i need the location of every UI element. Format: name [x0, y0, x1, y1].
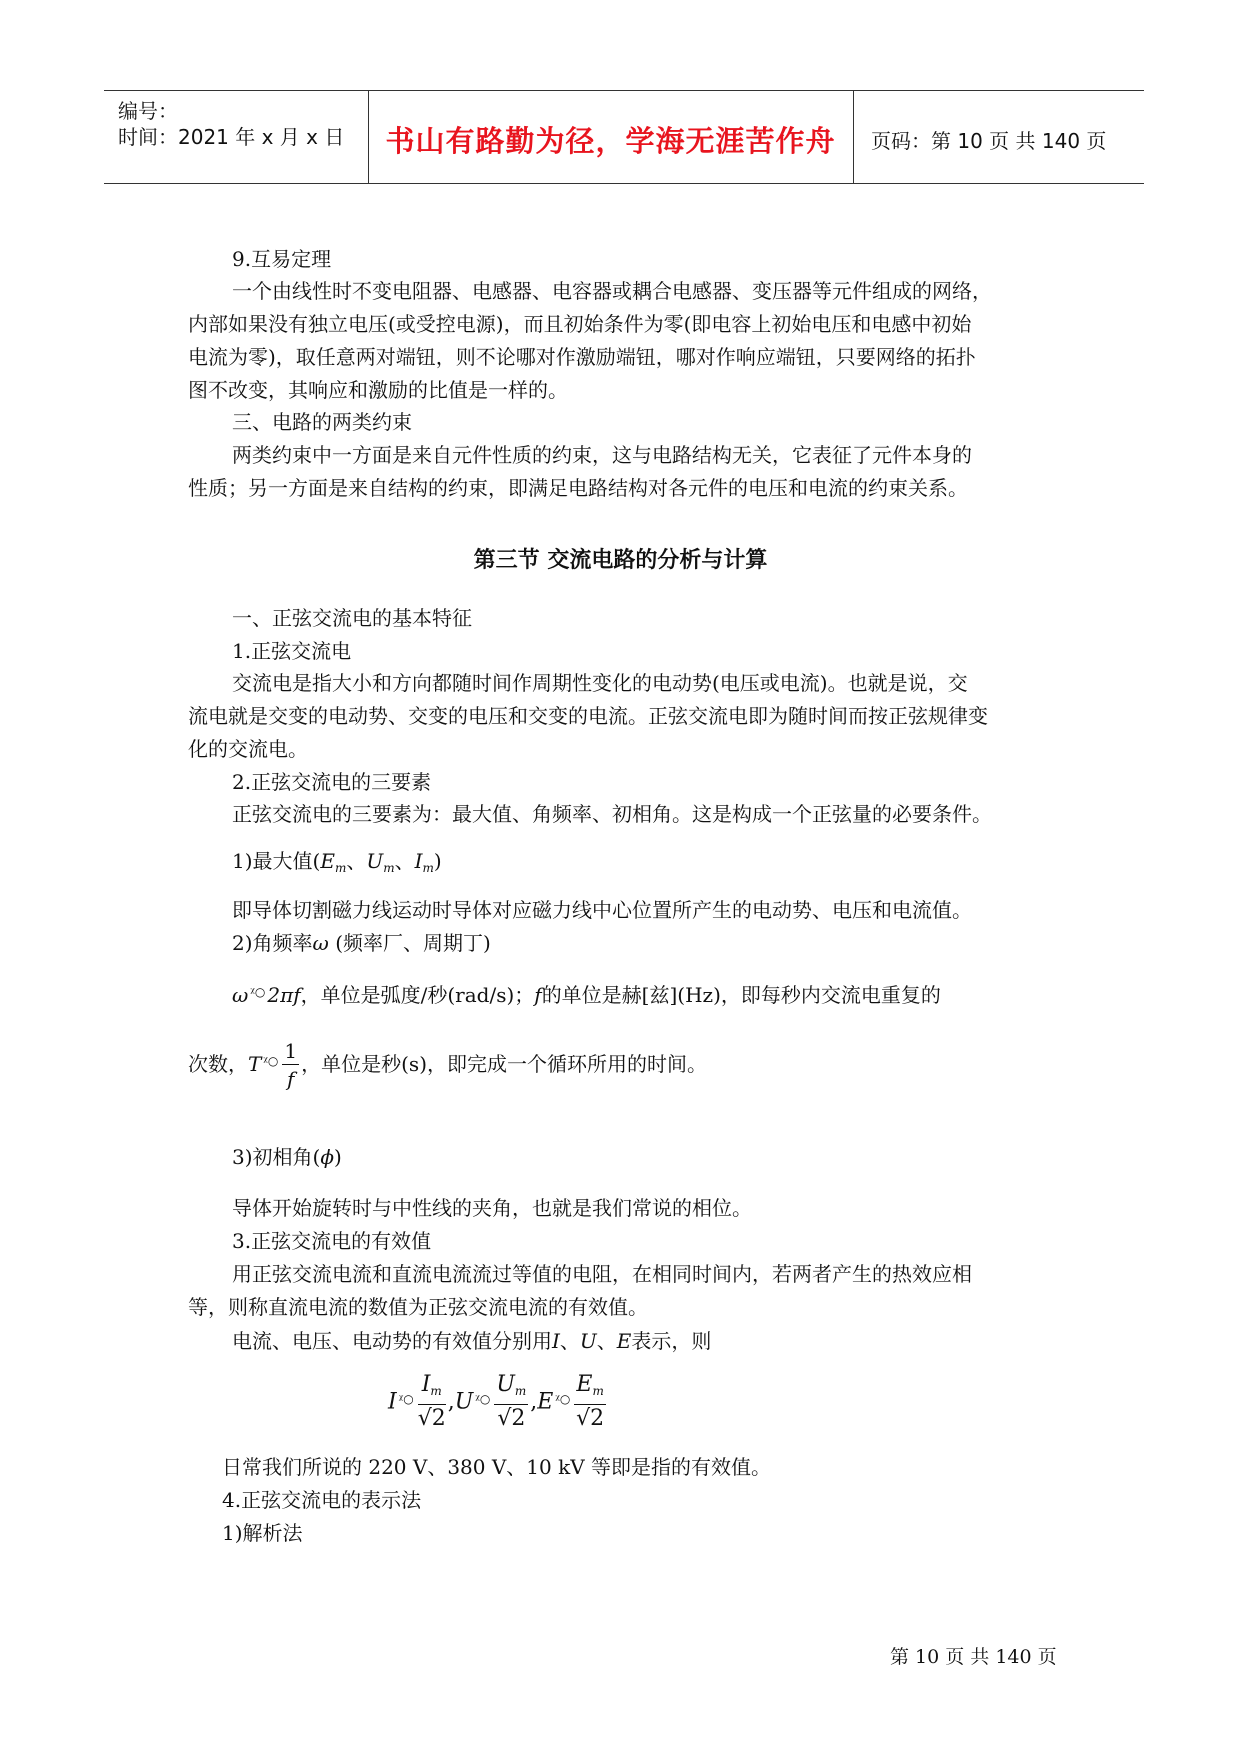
- symbol-U: U: [496, 1372, 515, 1397]
- separator: 、: [346, 849, 367, 873]
- paragraph-line: 两类约束中一方面是来自元件性质的约束，这与电路结构无关，它表征了元件本身的: [232, 443, 972, 467]
- paragraph-line: 日常我们所说的 220 V、380 V、10 kV 等即是指的有效值。: [222, 1455, 772, 1479]
- page-footer: 第 10 页 共 140 页: [890, 1646, 1057, 1668]
- equals-glyph: ᵡ○: [263, 1054, 279, 1068]
- symbol-U: U: [366, 849, 384, 873]
- text-span: ，单位是秒(s)，即完成一个循环所用的时间。: [301, 1052, 707, 1076]
- subsection-title: 一、正弦交流电的基本特征: [232, 606, 472, 630]
- fraction-1-over-f: [282, 1038, 299, 1093]
- paragraph-line: 图不改变，其响应和激励的比值是一样的。: [188, 378, 568, 402]
- symbol-I: I: [388, 1389, 397, 1415]
- paragraph-line: 交流电是指大小和方向都随时间作周期性变化的电动势(电压或电流)。也就是说，交: [232, 671, 968, 695]
- max-value-line: [232, 849, 442, 880]
- section-heading: 第三节 交流电路的分析与计算: [473, 548, 768, 573]
- symbol-E: E: [537, 1389, 554, 1415]
- date-label: 时间：2021 年 x 月 x 日: [118, 125, 345, 149]
- symbol-I: I: [421, 1372, 431, 1397]
- fraction-denominator: f: [287, 1067, 295, 1091]
- item-title: 4.正弦交流电的表示法: [222, 1488, 422, 1512]
- symbol-T: T: [248, 1052, 262, 1076]
- symbol-I: I: [552, 1329, 560, 1353]
- text-span: (频率厂、周期丁): [328, 931, 491, 955]
- paragraph-line: 性质；另一方面是来自结构的约束，即满足电路结构对各元件的电压和电流的约束关系。: [188, 476, 968, 500]
- header-middle-cell: [368, 91, 854, 183]
- subscript-m: m: [592, 1384, 604, 1398]
- separator: 、: [559, 1329, 580, 1353]
- omega-formula-line: [232, 980, 941, 1007]
- item-title: 2.正弦交流电的三要素: [232, 770, 432, 794]
- sqrt2: √2: [576, 1406, 605, 1431]
- effective-value-formula: [388, 1372, 608, 1433]
- equals-glyph: ᵡ○: [250, 985, 266, 999]
- page-header: [104, 90, 1144, 184]
- comma: ,: [447, 1389, 455, 1415]
- paragraph-reciprocity-title: 9.互易定理: [232, 247, 332, 271]
- comma: ,: [530, 1389, 538, 1415]
- item-title: 1)解析法: [222, 1521, 303, 1545]
- paragraph-line: 化的交流电。: [188, 737, 308, 761]
- symbol-omega: ω: [312, 931, 329, 955]
- paragraph-line: 正弦交流电的三要素为：最大值、角频率、初相角。这是构成一个正弦量的必要条件。: [232, 802, 992, 826]
- text-span: 2)角频率: [232, 931, 313, 955]
- equals-glyph: ᵡ○: [475, 1391, 491, 1406]
- symbol-phi: ϕ: [320, 1145, 334, 1169]
- text-span: 的单位是赫[兹](Hz)，即每秒内交流电重复的: [541, 983, 941, 1007]
- header-right-cell: [855, 91, 1144, 183]
- paragraph-line: 电流为零)，取任意两对端钮，则不论哪对作激励端钮，哪对作响应端钮，只要网络的拓扑: [188, 345, 976, 369]
- motto: 书山有路勤为径，学海无涯苦作舟: [385, 124, 836, 158]
- fraction-Im-over-sqrt2: [418, 1372, 446, 1433]
- text-span: ，单位是弧度/秒(rad/s)；: [300, 983, 535, 1007]
- symbol-U: U: [454, 1389, 474, 1415]
- paragraph-line: 内部如果没有独立电压(或受控电源)，而且初始条件为零(即电容上初始电压和电感中初始: [188, 312, 972, 336]
- header-page-label: 页码：第 10 页 共 140 页: [871, 129, 1107, 153]
- paragraph-line: 一个由线性时不变电阻器、电感器、电容器或耦合电感器、变压器等元件组成的网络，: [232, 279, 992, 303]
- separator: 、: [596, 1329, 617, 1353]
- header-left-cell: [104, 91, 369, 183]
- fraction-Em-over-sqrt2: [574, 1372, 605, 1433]
- paragraph-line: 等，则称直流电流的数值为正弦交流电流的有效值。: [188, 1295, 648, 1319]
- text-span: ): [333, 1145, 342, 1169]
- effective-value-line: [232, 1329, 711, 1353]
- paragraph-line: 即导体切割磁力线运动时导体对应磁力线中心位置所产生的电动势、电压和电流值。: [232, 898, 972, 922]
- symbol-I: I: [414, 849, 423, 873]
- subscript-m: m: [430, 1384, 442, 1398]
- subscript-m: m: [383, 861, 395, 875]
- equals-glyph: ᵡ○: [398, 1391, 414, 1406]
- serial-label: 编号：: [118, 99, 178, 123]
- symbol-f: f: [534, 983, 542, 1007]
- paragraph-line: 流电就是交变的电动势、交变的电压和交变的电流。正弦交流电即为随时间而按正弦规律变: [188, 704, 988, 728]
- sqrt2: √2: [417, 1406, 446, 1431]
- text-span: 电流、电压、电动势的有效值分别用: [232, 1329, 552, 1353]
- separator: 、: [394, 849, 415, 873]
- subscript-m: m: [334, 861, 347, 875]
- text-span: 1)最大值(: [232, 849, 321, 873]
- subscript-m: m: [514, 1384, 527, 1398]
- equals-glyph: ᵡ○: [555, 1391, 571, 1406]
- symbol-U: U: [579, 1329, 597, 1353]
- subscript-m: m: [422, 861, 434, 875]
- symbol-E: E: [320, 849, 335, 873]
- symbol-2pif: 2πf: [267, 983, 301, 1007]
- item-title: 1.正弦交流电: [232, 639, 352, 663]
- text-span: 3)初相角(: [232, 1145, 321, 1169]
- text-span: 表示，则: [631, 1329, 712, 1353]
- symbol-E: E: [576, 1372, 593, 1397]
- period-formula-line: [188, 1038, 707, 1093]
- fraction-Um-over-sqrt2: [494, 1372, 528, 1433]
- paragraph-line: 导体开始旋转时与中性线的夹角，也就是我们常说的相位。: [232, 1196, 752, 1220]
- symbol-omega: ω: [232, 983, 249, 1007]
- initial-phase-line: [232, 1145, 342, 1169]
- item-title: 3.正弦交流电的有效值: [232, 1229, 432, 1253]
- text-span: ): [433, 849, 442, 873]
- symbol-E: E: [616, 1329, 632, 1353]
- fraction-numerator: 1: [284, 1039, 298, 1063]
- paragraph-line: 用正弦交流电流和直流电流流过等值的电阻，在相同时间内，若两者产生的热效应相: [232, 1262, 972, 1286]
- subsection-title: 三、电路的两类约束: [232, 410, 412, 434]
- text-span: 次数，: [188, 1052, 248, 1076]
- sqrt2: √2: [497, 1406, 526, 1431]
- angular-frequency-line: [232, 931, 491, 955]
